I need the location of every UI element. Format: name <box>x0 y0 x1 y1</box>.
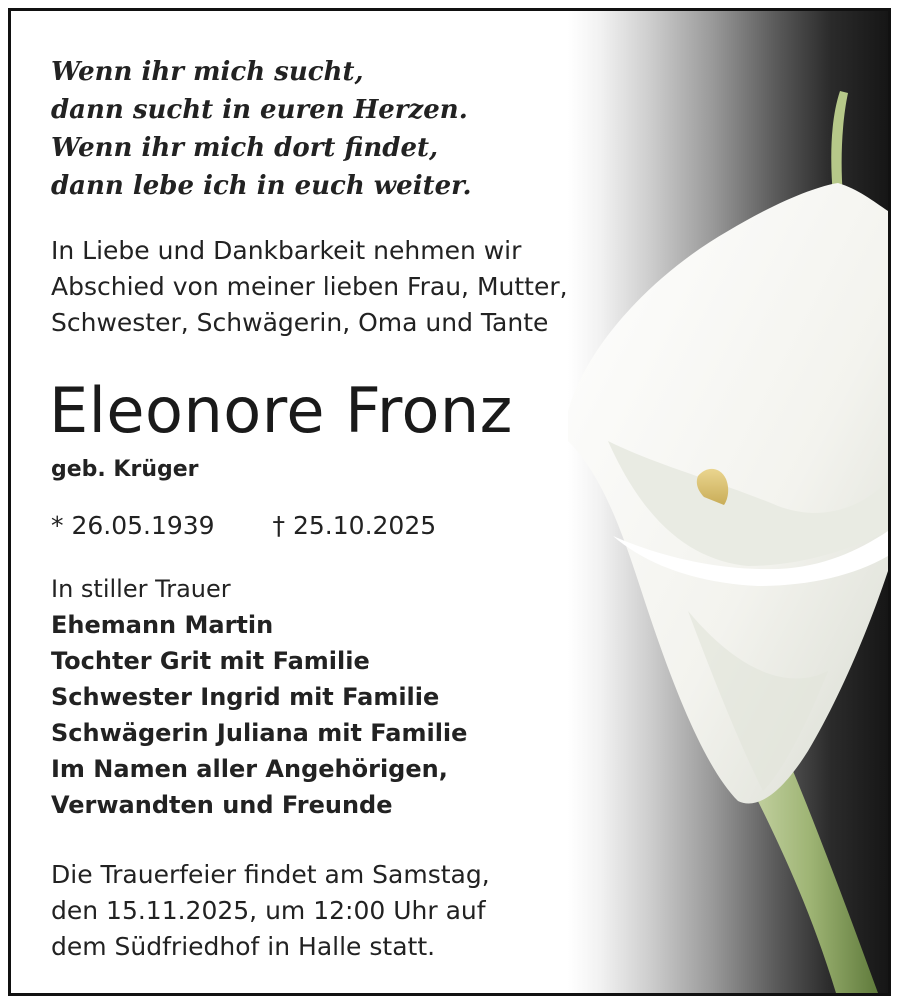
funeral-line: den 15.11.2025, um 12:00 Uhr auf <box>51 896 486 925</box>
deceased-name: Eleonore Fronz <box>49 374 513 447</box>
life-dates <box>51 511 436 540</box>
mourning-heading: In stiller Trauer <box>51 575 231 603</box>
funeral-line: Die Trauerfeier findet am Samstag, <box>51 860 490 889</box>
mourners-block <box>51 571 467 823</box>
mourner: Im Namen aller Angehörigen, <box>51 755 448 783</box>
calla-lily-icon <box>568 11 888 993</box>
intro-line: Abschied von meiner lieben Frau, Mutter, <box>51 272 568 301</box>
poem-line: dann sucht in euren Herzen. <box>51 95 468 125</box>
mourner: Schwester Ingrid mit Familie <box>51 683 440 711</box>
death-date: † 25.10.2025 <box>272 511 437 540</box>
poem-line: Wenn ihr mich dort findet, <box>51 133 439 163</box>
intro-text <box>51 233 568 341</box>
mourner: Ehemann Martin <box>51 611 274 639</box>
calla-lily-photo <box>568 11 888 993</box>
birth-name: geb. Krüger <box>51 457 199 482</box>
intro-line: Schwester, Schwägerin, Oma und Tante <box>51 308 549 337</box>
mourner: Verwandten und Freunde <box>51 791 393 819</box>
mourner: Schwägerin Juliana mit Familie <box>51 719 468 747</box>
intro-line: In Liebe und Dankbarkeit nehmen wir <box>51 236 522 265</box>
birth-date: * 26.05.1939 <box>51 511 215 540</box>
poem <box>51 53 472 205</box>
poem-line: Wenn ihr mich sucht, <box>51 57 364 87</box>
obituary-card <box>8 8 891 996</box>
mourner: Tochter Grit mit Familie <box>51 647 370 675</box>
funeral-line: dem Südfriedhof in Halle statt. <box>51 932 436 961</box>
funeral-notice <box>51 857 490 965</box>
poem-line: dann lebe ich in euch weiter. <box>51 171 472 201</box>
